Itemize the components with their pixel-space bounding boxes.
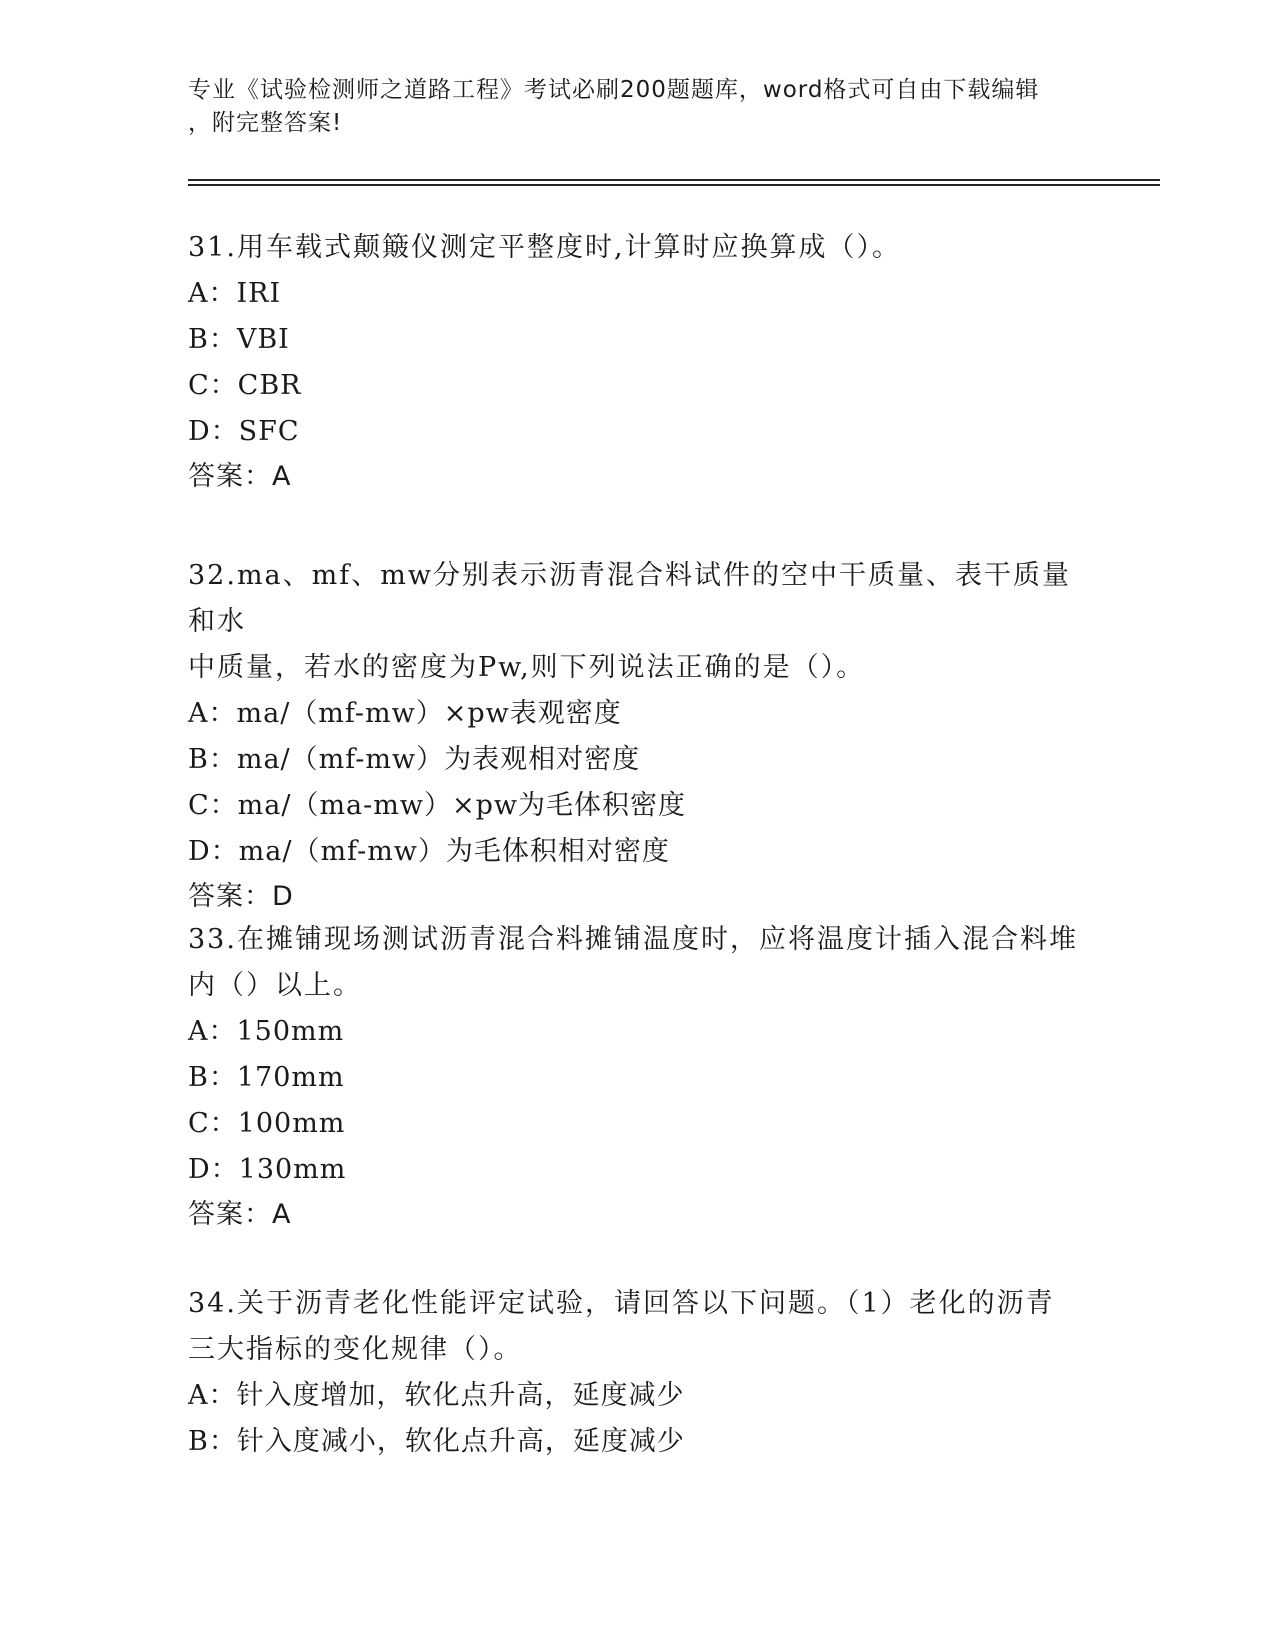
option-a: A：IRI	[188, 278, 282, 309]
answer: 答案：A	[188, 1199, 292, 1230]
question-text-line-2: 内（）以上。	[188, 970, 362, 1001]
option-d: D：ma/（mf-mw）为毛体积相对密度	[188, 836, 670, 867]
header-divider-bottom	[188, 184, 1160, 186]
question-text-line-1: 33.在摊铺现场测试沥青混合料摊铺温度时，应将温度计插入混合料堆	[188, 924, 1078, 955]
document-header	[188, 74, 1088, 140]
option-c: C：ma/（ma-mw）×pw为毛体积密度	[188, 790, 687, 821]
option-c: C：100mm	[188, 1108, 346, 1139]
option-b: B：ma/（mf-mw）为表观相对密度	[188, 744, 641, 775]
answer: 答案：A	[188, 461, 292, 492]
question-33	[188, 917, 1088, 1237]
option-b: B：VBI	[188, 324, 290, 355]
question-text: 31.用车载式颠簸仪测定平整度时,计算时应换算成（）。	[188, 232, 902, 263]
option-b: B：170mm	[188, 1062, 345, 1093]
header-line-1: 专业《试验检测师之道路工程》考试必刷200题题库，word格式可自由下载编辑	[188, 77, 1040, 103]
question-31	[188, 225, 1088, 499]
question-text-line-2: 中质量，若水的密度为Pw,则下列说法正确的是（）。	[188, 652, 866, 683]
question-34	[188, 1281, 1088, 1465]
option-d: D：130mm	[188, 1154, 347, 1185]
header-divider-top	[188, 179, 1160, 181]
answer: 答案：D	[188, 881, 294, 912]
question-text-line-2: 三大指标的变化规律（）。	[188, 1334, 523, 1365]
header-line-2: ，附完整答案!	[188, 110, 343, 136]
question-text-line-1: 34.关于沥青老化性能评定试验，请回答以下问题。（1）老化的沥青	[188, 1288, 1055, 1319]
option-b: B：针入度减小，软化点升高，延度减少	[188, 1426, 685, 1457]
option-a: A：针入度增加，软化点升高，延度减少	[188, 1380, 685, 1411]
question-text-line-1: 32.ma、mf、mw分别表示沥青混合料试件的空中干质量、表干质量和水	[188, 560, 1071, 637]
option-a: A：ma/（mf-mw）×pw表观密度	[188, 698, 622, 729]
option-a: A：150mm	[188, 1016, 345, 1047]
question-32	[188, 553, 1088, 919]
option-d: D：SFC	[188, 416, 300, 447]
option-c: C：CBR	[188, 370, 302, 401]
